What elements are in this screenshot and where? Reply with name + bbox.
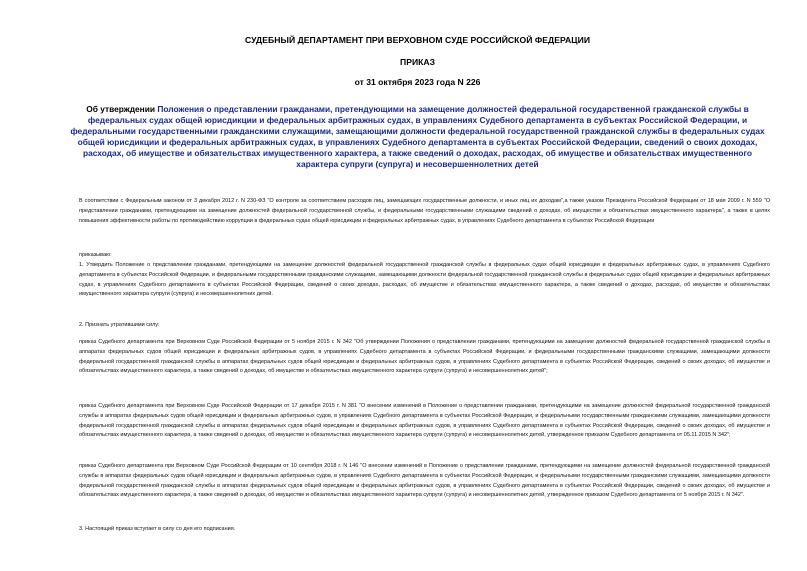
preamble-paragraph: [65, 197, 770, 226]
item-1-text: 1. Утвердить Положение о представлении гражданами, претендующими на замещение должностей федеральной государственной гражданской службы в федеральных судах общей юрисдикции и федеральных арбитражных судах, в управлениях Судебного департамента в субъектах Российской Федерации, и федеральными государственными гражданскими служащими, замещающими должности федеральной государственной гражданской службы в федеральных судах общей юрисдикции и федеральных арбитражных судах, в управлениях Судебного департамента в субъектах Российской Федерации, сведений о своих доходах, расходах, об имуществе и обязательствах имущественного характера, а также сведений о доходах, расходах, об имуществе и обязательствах имущественного характера супруги (супруга) и несовершеннолетних детей.: [79, 262, 770, 298]
document-title: [65, 104, 770, 169]
order-word: приказываю:: [79, 252, 112, 258]
item-1-paragraph: [65, 261, 770, 300]
title-prefix: Об утверждении: [86, 104, 158, 114]
document-date-number: от 31 октября 2023 года N 226: [354, 77, 481, 87]
preamble-text: В соответствии с Федеральным законом от 3 декабря 2012 г. N 230-ФЗ "О контроле за соответствием расходов лиц, замещающих государственные должности, и иных лиц их доходам",а также указом Президента Российской Федерации от 18 мая 2009 г. N 559 "О представлении гражданами, претендующими на замещение должностей федеральной государственной службы, и федеральными государственными служащими сведений о доходах, об имуществе и обязательствах имущественного характера", а также в целях повышения эффективности работы по противодействию коррупции в федеральных судах общей юрисдикции и федеральных арбитражных судах, в управлениях Судебного департамента в субъектах Российской Федерации: [79, 198, 770, 224]
item-3-paragraph: [65, 525, 770, 535]
repeal-1-paragraph: [65, 338, 770, 377]
document-type: ПРИКАЗ: [400, 57, 435, 67]
item-2-paragraph: [65, 321, 770, 331]
item-2-text: 2. Признать утратившими силу:: [79, 322, 160, 328]
order-word-paragraph: [65, 251, 770, 261]
repeal-1-text: приказ Судебного департамента при Верховном Суде Российской Федерации от 5 ноября 2015 г. N 342 "Об утверждении Положения о представлении гражданами, претендующими на замещение должностей федеральной государственной гражданской службы в аппаратах федеральных судов общей юрисдикции и федеральных арбитражных судов, в управлениях Судебного департамента в субъектах Российской Федерации, и федеральными государственными гражданскими служащими, замещающими должности федеральной государственной гражданской службы в аппаратах федеральных судов общей юрисдикции и федеральных арбитражных судов, в управлениях Судебного департамента в субъектах Российской Федерации, сведений о своих доходах, об имуществе и обязательствах имущественного характера, а также сведений о доходах, об имуществе и обязательствах имущественного характера супруги (супруга) и несовершеннолетних детей";: [79, 339, 770, 375]
agency-name: СУДЕБНЫЙ ДЕПАРТАМЕНТ ПРИ ВЕРХОВНОМ СУДЕ РОССИЙСКОЙ ФЕДЕРАЦИИ: [244, 35, 591, 45]
repeal-3-paragraph: [65, 462, 770, 501]
repeal-2-paragraph: [65, 402, 770, 441]
title-regulation-link[interactable]: Положения о представлении гражданами, претендующими на замещение должностей федеральной государственной гражданской службы в федеральных судах общей юрисдикции и федеральных арбитражных судах, в управлениях Судебного департамента в субъектах Российской Федерации, и федеральными государственными гражданскими служащими, замещающими должности федеральной государственной гражданской службы в федеральных судах общей юрисдикции и федеральных арбитражных судах, в управлениях Судебного департамента в субъектах Российской Федерации, сведений о своих доходах, расходах, об имуществе и обязательствах имущественного характера, а также сведений о доходах, расходах, об имуществе и обязательствах имущественного характера супруги (супруга) и несовершеннолетних детей: [70, 104, 765, 169]
repeal-2-text: приказ Судебного департамента при Верховном Суде Российской Федерации от 17 декабря 2015 г. N 381 "О внесении изменений в Положение о представлении гражданами, претендующими на замещение должностей федеральной государственной гражданской службы в аппаратах федеральных судов общей юрисдикции и федеральных арбитражных судов, в управлениях Судебного департамента в субъектах Российской Федерации, и федеральными государственными гражданскими служащими, замещающими должности федеральной государственной гражданской службы в аппаратах федеральных судов общей юрисдикции и федеральных арбитражных судов, в управлениях Судебного департамента в субъектах Российской Федерации, сведений о своих доходах, об имуществе и обязательствах имущественного характера, а также сведений о доходах, об имуществе и обязательствах имущественного характера супруги (супруга) и несовершеннолетних детей, утвержденное приказом Судебного департамента от 05.11.2015 N 342";: [79, 403, 770, 439]
repeal-3-text: приказ Судебного департамента при Верховном Суде Российской Федерации от 10 сентября 2018 г. N 146 "О внесении изменений в Положение о представлении гражданами, претендующими на замещение должностей федеральной государственной гражданской службы в аппаратах федеральных судов общей юрисдикции и федеральных арбитражных судов, в управлениях Судебного департамента в субъектах Российской Федерации, и федеральными государственными гражданскими служащими, замещающими должности федеральной государственной гражданской службы в аппаратах федеральных судов общей юрисдикции и федеральных арбитражных судов, в управлениях Судебного департамента в субъектах Российской Федерации, сведений о своих доходах, об имуществе и обязательствах имущественного характера, а также сведений о доходах, об имуществе и обязательствах имущественного характера супруги (супруга) и несовершеннолетних детей, утвержденное приказом Судебного департамента от 5 ноября 2015 г. N 342".: [79, 463, 770, 499]
item-3-text: 3. Настоящий приказ вступает в силу со дня его подписания.: [79, 526, 236, 532]
